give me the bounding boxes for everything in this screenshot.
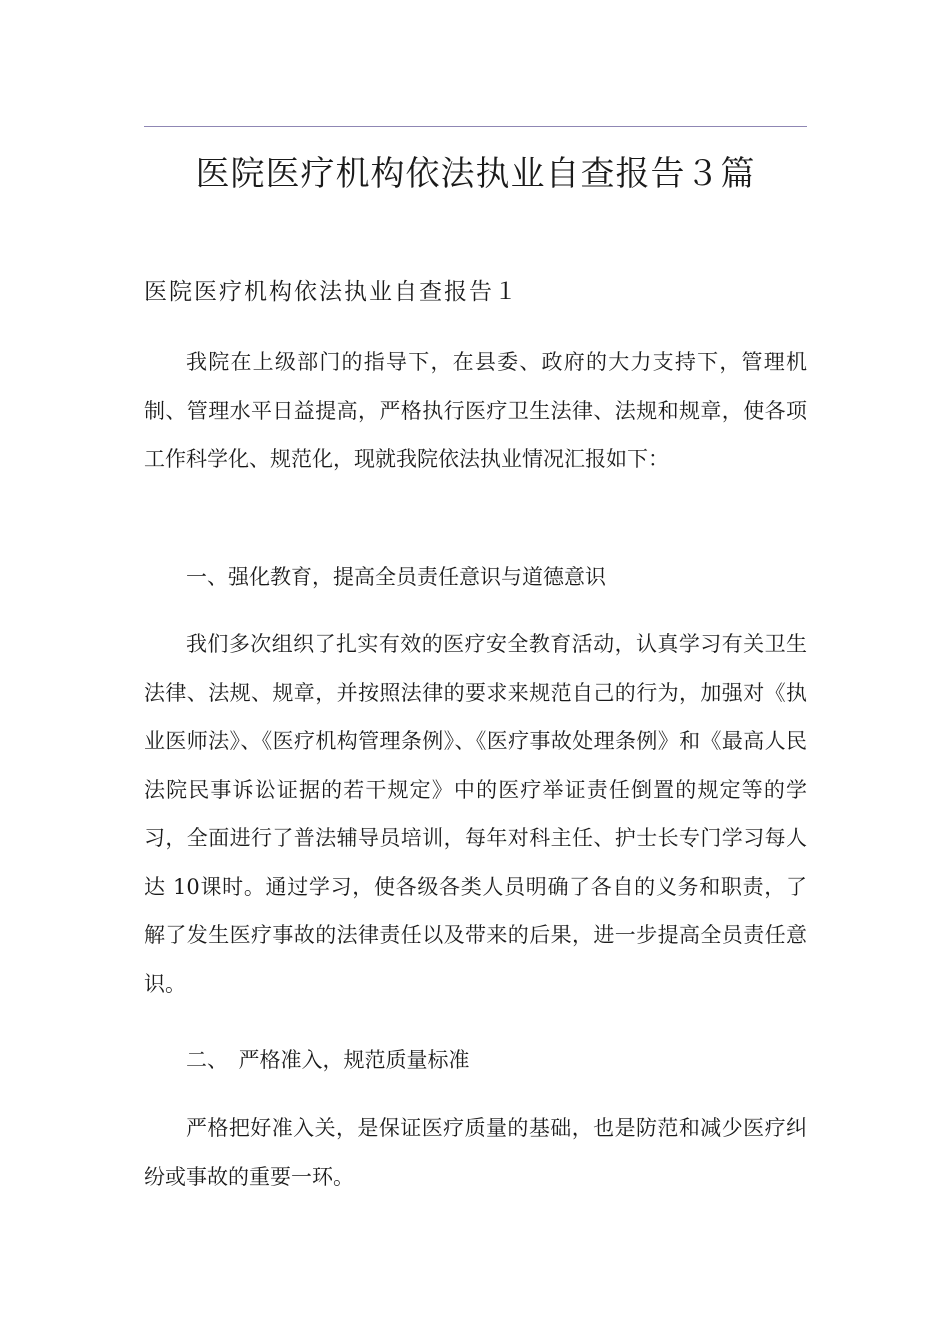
subheading-1: 一、强化教育，提高全员责任意识与道德意识 (186, 565, 606, 589)
header-rule (144, 126, 807, 127)
intro-paragraph: 我院在上级部门的指导下，在县委、政府的大力支持下，管理机制、管理水平日益提高，严格执行医疗卫生法律、法规和规章，使各项工作科学化、规范化，现就我院依法执业情况汇报如下： (144, 350, 807, 471)
body-paragraph-2: 严格把好准入关，是保证医疗质量的基础，也是防范和减少医疗纠纷或事故的重要一环。 (144, 1116, 807, 1189)
subheading-2: 二、 严格准入，规范质量标准 (186, 1048, 470, 1072)
section-heading: 医院医疗机构依法执业自查报告１ (144, 279, 519, 305)
body-paragraph-1: 我们多次组织了扎实有效的医疗安全教育活动，认真学习有关卫生法律、法规、规章，并按照法律的要求来规范自己的行为，加强对《执业医师法》、《医疗机构管理条例》、《医疗事故处理条例》和《最高人民法院民事诉讼证据的若干规定》中的医疗举证责任倒置的规定等的学习，全面进行了普法辅导员培训，每年对科主任、护士长专门学习每人达 10课时。通过学习，使各级各类人员明确了各自的义务和职责，了解了发生医疗事故的法律责任以及带来的后果，进一步提高全员责任意识。 (144, 632, 807, 996)
document-title: 医院医疗机构依法执业自查报告３篇 (195, 154, 756, 194)
